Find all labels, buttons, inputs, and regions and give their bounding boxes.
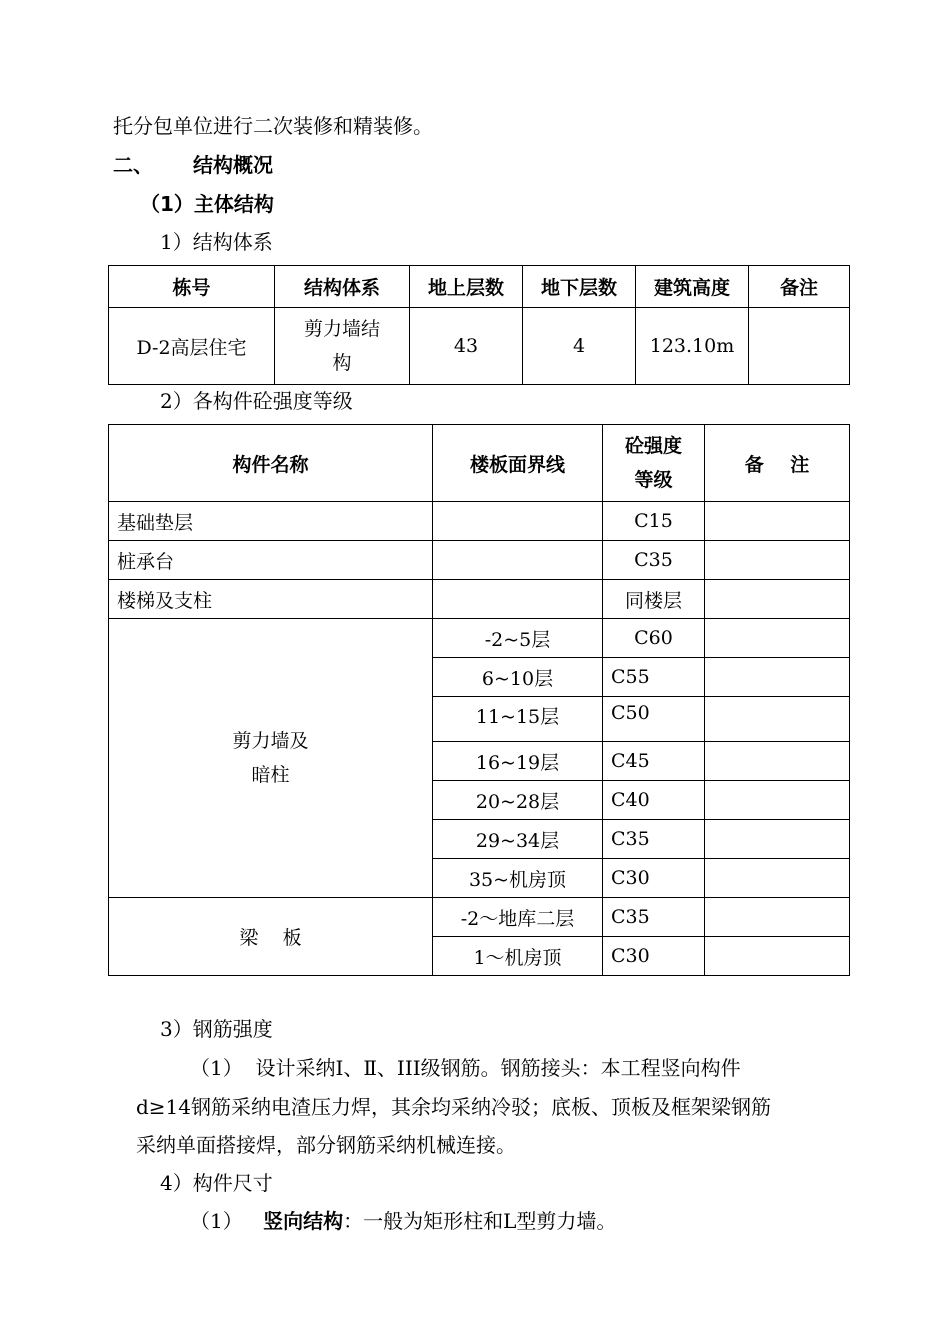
cell-building: D-2高层住宅 [109, 308, 275, 385]
header-remark: 备注 [749, 266, 850, 308]
cell-floor-boundary: -2~5层 [433, 619, 603, 658]
item-heading-component-size: 4）构件尺寸 [160, 1171, 273, 1195]
cell-floor-boundary: 35~机房顶 [433, 859, 603, 898]
cell-below-floors: 4 [523, 308, 636, 385]
cell-floor-boundary: 20~28层 [433, 781, 603, 820]
cell-height: 123.10m [636, 308, 749, 385]
cell-concrete-grade: C45 [603, 742, 705, 781]
cell-remark [705, 742, 850, 781]
item-heading-structure-system: 1）结构体系 [160, 230, 273, 254]
cell-floor-boundary [433, 580, 603, 619]
cell-remark [705, 937, 850, 976]
header-concrete-grade [603, 425, 705, 502]
vertical-structure-text: ：一般为矩形柱和L型剪力墙。 [343, 1209, 617, 1233]
cell-concrete-grade: C35 [603, 898, 705, 937]
cell-shear-wall-line2: 暗柱 [251, 764, 290, 786]
cell-floor-boundary: 6~10层 [433, 658, 603, 697]
vertical-structure-label: 竖向结构 [263, 1209, 344, 1233]
header-concrete-grade-line1: 砼强度 [624, 435, 682, 457]
cell-remark [705, 658, 850, 697]
cell-system-line2: 构 [332, 352, 352, 374]
cell-floor-boundary: 29~34层 [433, 820, 603, 859]
header-below-floors: 地下层数 [523, 266, 636, 308]
cell-remark [705, 502, 850, 541]
header-floor-boundary: 楼板面界线 [433, 425, 603, 502]
cell-system-line1: 剪力墙结 [303, 318, 380, 340]
paragraph-line-2: d≥14钢筋采纳电渣压力焊，其余均采纳冷驳；底板、顶板及框架梁钢筋 [136, 1095, 772, 1119]
cell-floor-boundary: 11~15层 [433, 697, 603, 742]
cell-concrete-grade: C30 [603, 937, 705, 976]
cell-remark [705, 697, 850, 742]
section-heading [113, 153, 273, 177]
cell-shear-wall-line1: 剪力墙及 [232, 730, 309, 752]
header-system: 结构体系 [275, 266, 410, 308]
cell-component-name: 楼梯及支柱 [109, 580, 433, 619]
cell-floor-boundary: 16~19层 [433, 742, 603, 781]
header-component-name: 构件名称 [109, 425, 433, 502]
cell-remark [705, 541, 850, 580]
cell-remark [749, 308, 850, 385]
cell-floor-boundary [433, 502, 603, 541]
text-line-1: 托分包单位进行二次装修和精装修。 [113, 114, 433, 138]
cell-remark [705, 859, 850, 898]
cell-concrete-grade: C35 [603, 541, 705, 580]
cell-floor-boundary: 1～机房顶 [433, 937, 603, 976]
cell-floor-boundary [433, 541, 603, 580]
paragraph-line-3: 采纳单面搭接焊，部分钢筋采纳机械连接。 [136, 1133, 516, 1157]
paragraph-line-1: （1） 设计采纳Ⅰ、Ⅱ、III级钢筋。钢筋接头：本工程竖向构件 [190, 1056, 741, 1080]
cell-remark [705, 820, 850, 859]
section-number: 二、 [113, 153, 153, 177]
cell-concrete-grade: C30 [603, 859, 705, 898]
header-height: 建筑高度 [636, 266, 749, 308]
cell-concrete-grade: C50 [603, 697, 705, 742]
subsection-heading: （1）主体结构 [140, 192, 274, 216]
cell-system [275, 308, 410, 385]
cell-concrete-grade: C60 [603, 619, 705, 658]
header-concrete-grade-line2: 等级 [634, 469, 673, 491]
cell-beam-slab-group: 梁 板 [109, 898, 433, 976]
cell-remark [705, 580, 850, 619]
cell-floor-boundary: -2～地库二层 [433, 898, 603, 937]
cell-concrete-grade: C40 [603, 781, 705, 820]
cell-component-name: 基础垫层 [109, 502, 433, 541]
cell-concrete-grade: C15 [603, 502, 705, 541]
concrete-grade-table [108, 424, 850, 976]
structure-system-table [108, 265, 850, 385]
cell-concrete-grade: C35 [603, 820, 705, 859]
cell-concrete-grade: 同楼层 [603, 580, 705, 619]
header-building: 栋号 [109, 266, 275, 308]
header-remark: 备 注 [705, 425, 850, 502]
header-above-floors: 地上层数 [410, 266, 523, 308]
cell-remark [705, 898, 850, 937]
cell-component-name: 桩承台 [109, 541, 433, 580]
item-heading-concrete-grade: 2）各构件砼强度等级 [160, 389, 353, 413]
vertical-structure-number: （1） [190, 1209, 243, 1233]
item-heading-rebar-strength: 3）钢筋强度 [160, 1017, 273, 1041]
section-title: 结构概况 [193, 153, 273, 177]
cell-concrete-grade: C55 [603, 658, 705, 697]
cell-shear-wall-group [109, 619, 433, 898]
vertical-structure-line [190, 1209, 616, 1233]
cell-above-floors: 43 [410, 308, 523, 385]
cell-remark [705, 619, 850, 658]
cell-remark [705, 781, 850, 820]
